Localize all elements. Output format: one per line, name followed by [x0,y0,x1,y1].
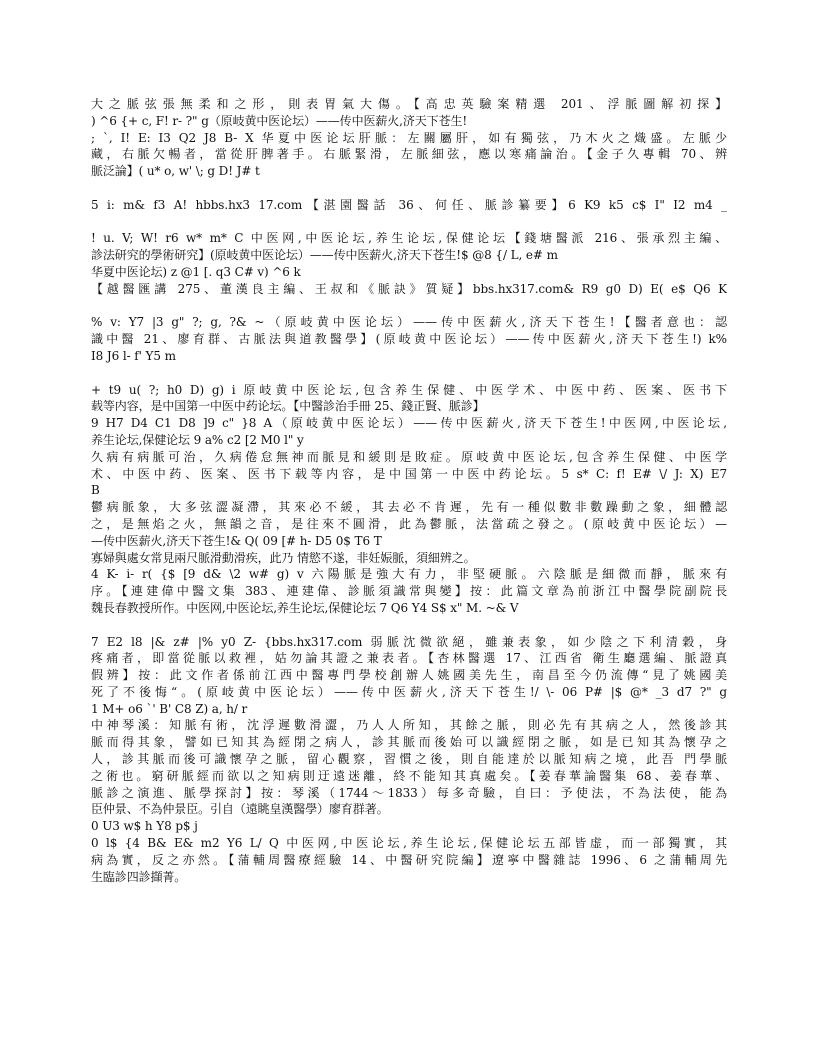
text-line: 1 M+ o6 `' B' C8 Z) a, h/ r [91,701,248,716]
text-line: 【越醫匯講 275、董漢良主編、王叔和《脈訣》質疑】bbs.hx317.com& R9 g0 D) E( e$ Q6 K [91,281,727,296]
text-line: % v: Y7 |3 g" ?; g, ?& ~（原岐黄中医论坛）——传中医薪火,济天下苍生!【醫者意也：認 [91,315,727,330]
text-line: 5 i: m& f3 A! hbbs.hx3 17.com【湛園醫話 36、何任、脈診纂要】6 K9 k5 c$ I" I2 m4 _ [91,197,727,212]
text-line: 序。【連建偉中醫文集 383、連建偉、診脈須識常與變】按：此篇文章為前浙江中醫學院副院長 [91,584,727,599]
text-line: 脈泛論】( u* o, w' \; g D! J# t [91,164,260,179]
text-line: 魏長春教授所作。中医网,中医论坛,养生论坛,保健论坛 7 Q6 Y4 S$ x" M. ~& V [91,600,519,615]
blank-line [91,180,727,197]
text-line: 寡婦與處女常見兩尺脈滑動滑疾，此乃 情慾不遂，非妊娠脈，須細辨之。 [91,550,476,565]
blank-line [91,298,727,315]
text-line: 0 l$ {4 B& E& m2 Y6 L/ Q 中医网,中医论坛,养生论坛,保健论坛五部皆虚，而一部獨實，其 [91,836,727,851]
text-line: 識中醫 21、廖育群、古脈法與道教醫學】(原岐黄中医论坛）——传中医薪火,济天下苍生!) k% [91,332,727,347]
text-line: 死了不後悔“。(原岐黄中医论坛）——传中医薪火,济天下苍生!/ \- 06 P# |$ @* _3 d7 ?" g [91,684,727,699]
text-line: 载等内容，是中国第一中医中药论坛。【中醫診治手冊 25、錢正賢、脈診】 [91,399,485,414]
text-line: 之術也。窮研脈經而欲以之知病則迂遠迷離，終不能知其真處矣。【姜春華論醫集 68、姜春華、 [91,768,727,783]
text-line: 病為實，反之亦然。【蒲輔周醫療經驗 14、中醫研究院編】遼寧中醫雜誌 1996、6 之蒲輔周先 [91,852,727,867]
text-line: I8 J6 l- f' Y5 m [91,348,176,363]
text-line: 术、中医中药、医案、医书下载等内容，是中国第一中医中药论坛。5 s* C: f! E# \/ J: X) E7 [91,466,727,481]
text-line: 久病有病脈可治，久病倦怠無神而脈見和緩則是敗症。原岐黄中医论坛,包含养生保健、中医学 [91,449,727,464]
text-line: 生臨診四診擷菁。 [91,869,187,884]
text-line: 4 K- i- r( {$ [9 d& \2 w# g) v 六陽脈是強大有力，非堅硬脈。六陰脈是細微而靜，脈來有 [91,567,727,582]
text-line: 藏，右脈欠暢者，當從肝脾著手。右脈緊滑，左脈細弦，應以寒痛論治。【金子久專輯 70、辨 [91,147,727,162]
text-line: 鬱病脈象，大多弦澀凝滯，其來必不緩，其去必不肯遲，先有一種似數非數躁動之象，細體認 [91,500,727,515]
text-line: 养生论坛,保健论坛 9 a% c2 [2 M0 l" y [91,432,304,447]
text-line: 大之脈弦張無柔和之形，則表胃氣大傷。【高忠英驗案精選 201、浮脈圖解初探】 [91,97,727,111]
text-line: 人，診其脈而後可識懷孕之脈，留心觀察，習慣之後，則自能達於以脈知病之境，此吾 門學脈 [91,752,727,767]
text-line: 疼痛者，即當從脈以救裡，姑勿論其證之兼表者。【杏林醫選 17、江西省 衛生廳選編、脈證真 [91,651,727,666]
text-line: 0 U3 w$ h Y8 p$ j [91,819,198,834]
blank-line [91,365,727,382]
text-line: 臣仲景、不為仲景臣。引自（遠眺皇漢醫學）廖育群著。 [91,802,389,817]
text-line: 假辨】按：此文作者係前江西中醫專門學校創辦人姚國美先生，南昌至今仍流傳“見了姚國美 [91,668,727,683]
text-line: —传中医薪火,济天下苍生!& Q( 09 [# h- D5 0$ T6 T [91,533,382,548]
document-page [91,96,727,885]
text-line: B [91,483,100,498]
text-line: ; `, I! E: I3 Q2 J8 B- X 华夏中医论坛肝脈：左關屬肝，如有獨弦，乃木火之熾盛。左脈少 [91,130,727,145]
text-line: 中神琴溪：知脈有術，沈浮遲數滑澀，乃人人所知，其餘之脈，則必先有其病之人，然後診其 [91,718,727,733]
text-line: 9 H7 D4 C1 D8 ]9 c" }8 A（原岐黄中医论坛）——传中医薪火,济天下苍生!中医网,中医论坛, [91,416,727,431]
text-line: 之，是無焰之火，無韻之音，是往來不圓滑，此為鬱脈，法當疏之發之。(原岐黄中医论坛）— [91,516,727,531]
text-line: 7 E2 l8 |& z# |% y0 Z- {bbs.hx317.com 弱脈沈微欲絕，雖兼表象，如少陰之下利清穀，身 [91,634,727,649]
text-line: ) ^6 {+ c, F! r- ?" g（原岐黄中医论坛）——传中医薪火,济天下苍生! [91,113,468,128]
text-line: 診法研究的學術研究】(原岐黄中医论坛）——传中医薪火,济天下苍生!$ @8 {/ L, e# m [91,248,558,263]
blank-line [91,214,727,231]
text-line: 华夏中医论坛) z @1 [. q3 C# v) ^6 k [91,264,301,279]
blank-line [91,617,727,634]
text-line: + t9 u( ?; h0 D) g) i 原岐黄中医论坛,包含养生保健、中医学术、中医中药、医案、医书下 [91,382,727,397]
text-line: ! u. V; W! r6 w* m* C 中医网,中医论坛,养生论坛,保健论坛【錢塘醫派 216、張承烈主編、 [91,231,727,246]
text-line: 脈而得其象，譬如已知其為經閉之病人，診其脈而後始可以識經閉之脈，如是已知其為懷孕之 [91,735,727,750]
text-line: 脈診之演進、脈學探討】按：琴溪（1744～1833）每多奇驗，自曰：予使法，不為法使，能為 [91,785,727,800]
